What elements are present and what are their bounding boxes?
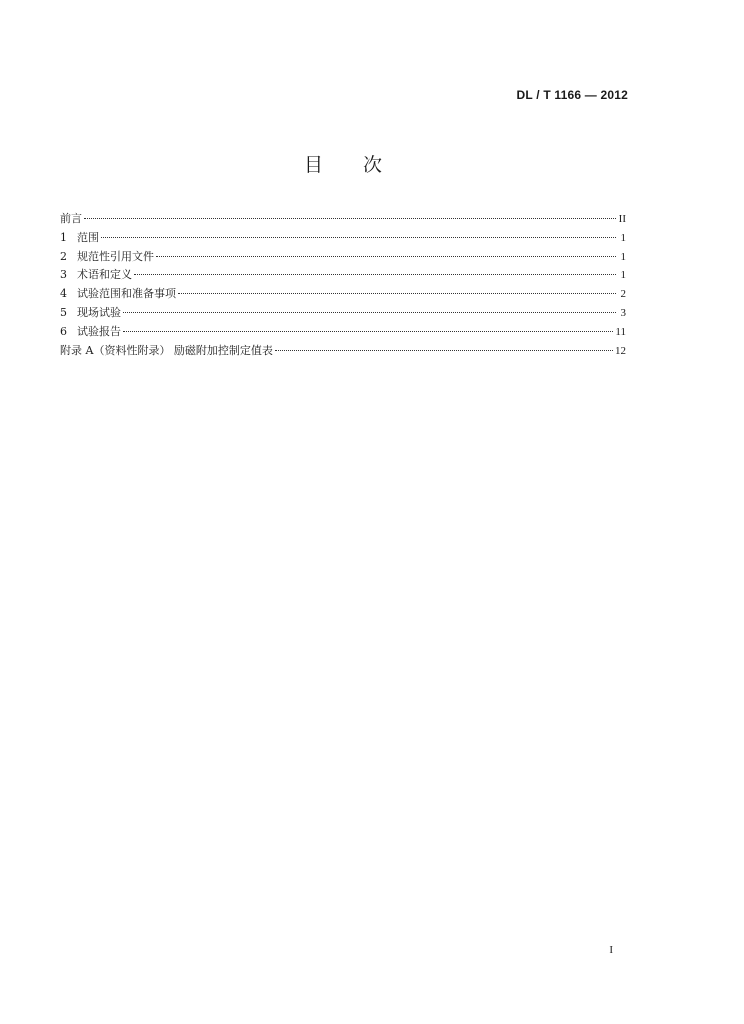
document-code: DL / T 1166 — 2012 [516,88,628,102]
toc-entry-label: 附录 A（资料性附录） 励磁附加控制定值表 [60,343,273,357]
toc-leader-dots [156,256,616,257]
page-number: I [609,944,613,956]
toc-entry-label: 范围 [77,230,99,244]
toc-entry-number: 6 [60,324,67,338]
toc-entry-page: 11 [615,325,626,338]
toc-leader-dots [134,274,616,275]
toc-entry-label: 术语和定义 [77,268,132,282]
table-of-contents [60,210,626,360]
toc-entry-page: 2 [620,288,626,301]
toc-entry-5[interactable] [60,304,626,323]
toc-entry-appendix-a[interactable] [60,342,626,361]
toc-leader-dots [275,350,613,351]
toc-entry-3[interactable] [60,266,626,285]
toc-entry-page: 3 [620,306,626,319]
toc-entry-4[interactable] [60,285,626,304]
page-title: 目次 [303,154,422,176]
toc-entry-label: 试验范围和准备事项 [77,287,176,301]
toc-entry-label: 前言 [60,212,82,225]
toc-entry-page: 1 [620,250,626,263]
toc-leader-dots [101,237,616,238]
toc-entry-number: 4 [60,287,67,301]
toc-entry-1[interactable] [60,229,626,248]
toc-entry-page: II [618,213,626,225]
toc-entry-number: 1 [60,230,67,244]
toc-entry-label: 规范性引用文件 [77,249,154,263]
toc-entry-label: 试验报告 [77,324,121,338]
toc-leader-dots [178,293,616,294]
toc-leader-dots [123,312,616,313]
toc-entry-number: 5 [60,305,67,319]
toc-entry-2[interactable] [60,248,626,267]
toc-leader-dots [84,218,616,219]
toc-entry-number: 2 [60,249,67,263]
toc-leader-dots [123,331,613,332]
toc-entry-6[interactable] [60,323,626,342]
toc-entry-page: 1 [620,269,626,282]
toc-entry-foreword[interactable] [60,210,626,229]
toc-entry-label: 现场试验 [77,305,121,319]
toc-entry-page: 1 [620,231,626,244]
toc-entry-page: 12 [615,344,626,357]
toc-entry-number: 3 [60,268,67,282]
